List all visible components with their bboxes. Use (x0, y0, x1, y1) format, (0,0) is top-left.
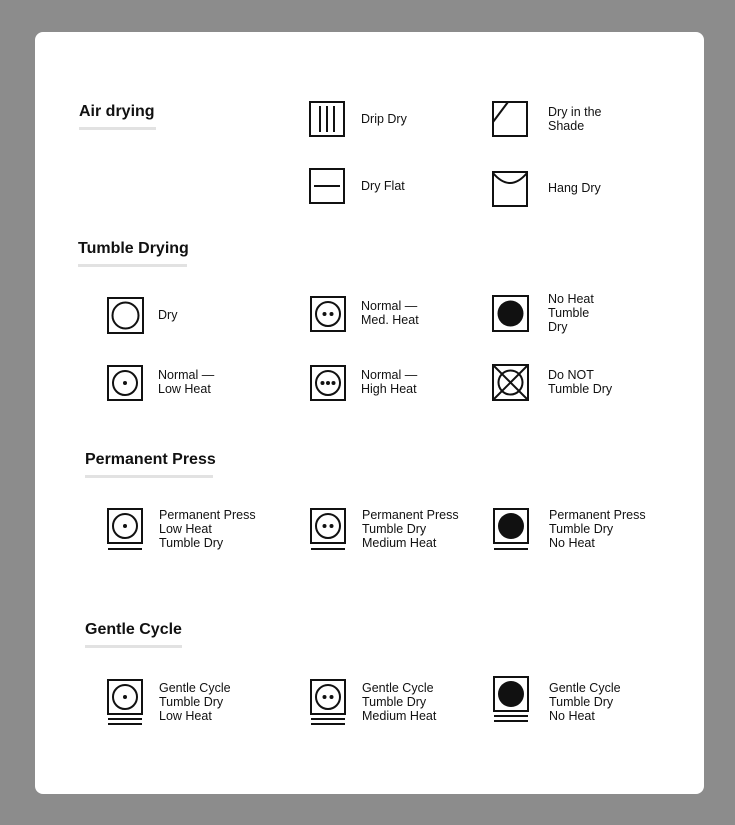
dry-in-shade-icon (492, 101, 528, 137)
symbol-label: Hang Dry (548, 181, 601, 195)
symbol-label: Permanent Press Tumble Dry Medium Heat (362, 508, 459, 550)
tumble-dry-icon (107, 297, 144, 334)
tumble-dry-no-heat-icon (492, 295, 529, 332)
symbol-label: Dry in the Shade (548, 105, 602, 133)
symbol-label: Gentle Cycle Tumble Dry Medium Heat (362, 681, 437, 723)
symbol-label: Permanent Press Low Heat Tumble Dry (159, 508, 256, 550)
gentle-cycle-low-heat-icon (107, 679, 143, 727)
section-underline (78, 264, 187, 267)
symbol-label: Dry (158, 308, 178, 322)
do-not-tumble-dry-icon (492, 364, 529, 401)
symbol-label: Drip Dry (361, 112, 407, 126)
symbol-label: Normal — Low Heat (158, 368, 215, 396)
tumble-dry-medium-heat-icon (310, 296, 346, 332)
section-heading-tumble-drying: Tumble Drying (78, 240, 189, 257)
permanent-press-medium-heat-icon (310, 508, 346, 552)
gentle-cycle-no-heat-icon (493, 676, 529, 724)
symbol-label: Gentle Cycle Tumble Dry Low Heat (159, 681, 231, 723)
section-underline (85, 645, 182, 648)
dry-flat-icon (309, 168, 345, 204)
section-heading-gentle-cycle: Gentle Cycle (85, 621, 182, 638)
section-underline (85, 475, 213, 478)
tumble-dry-low-heat-icon (107, 365, 143, 401)
section-heading-air-drying: Air drying (79, 103, 155, 120)
symbol-label: Dry Flat (361, 179, 405, 193)
symbol-label: Normal — Med. Heat (361, 299, 419, 327)
permanent-press-low-heat-icon (107, 508, 143, 552)
symbol-label: Permanent Press Tumble Dry No Heat (549, 508, 646, 550)
laundry-symbols-card (35, 32, 704, 794)
hang-dry-icon (492, 171, 528, 207)
tumble-dry-high-heat-icon (310, 365, 346, 401)
symbol-label: Normal — High Heat (361, 368, 418, 396)
permanent-press-no-heat-icon (493, 508, 529, 552)
symbol-label: No Heat Tumble Dry (548, 292, 594, 334)
drip-dry-icon (309, 101, 345, 137)
section-heading-permanent-press: Permanent Press (85, 451, 216, 468)
section-underline (79, 127, 156, 130)
symbol-label: Do NOT Tumble Dry (548, 368, 613, 396)
gentle-cycle-medium-heat-icon (310, 679, 346, 727)
symbol-label: Gentle Cycle Tumble Dry No Heat (549, 681, 621, 723)
